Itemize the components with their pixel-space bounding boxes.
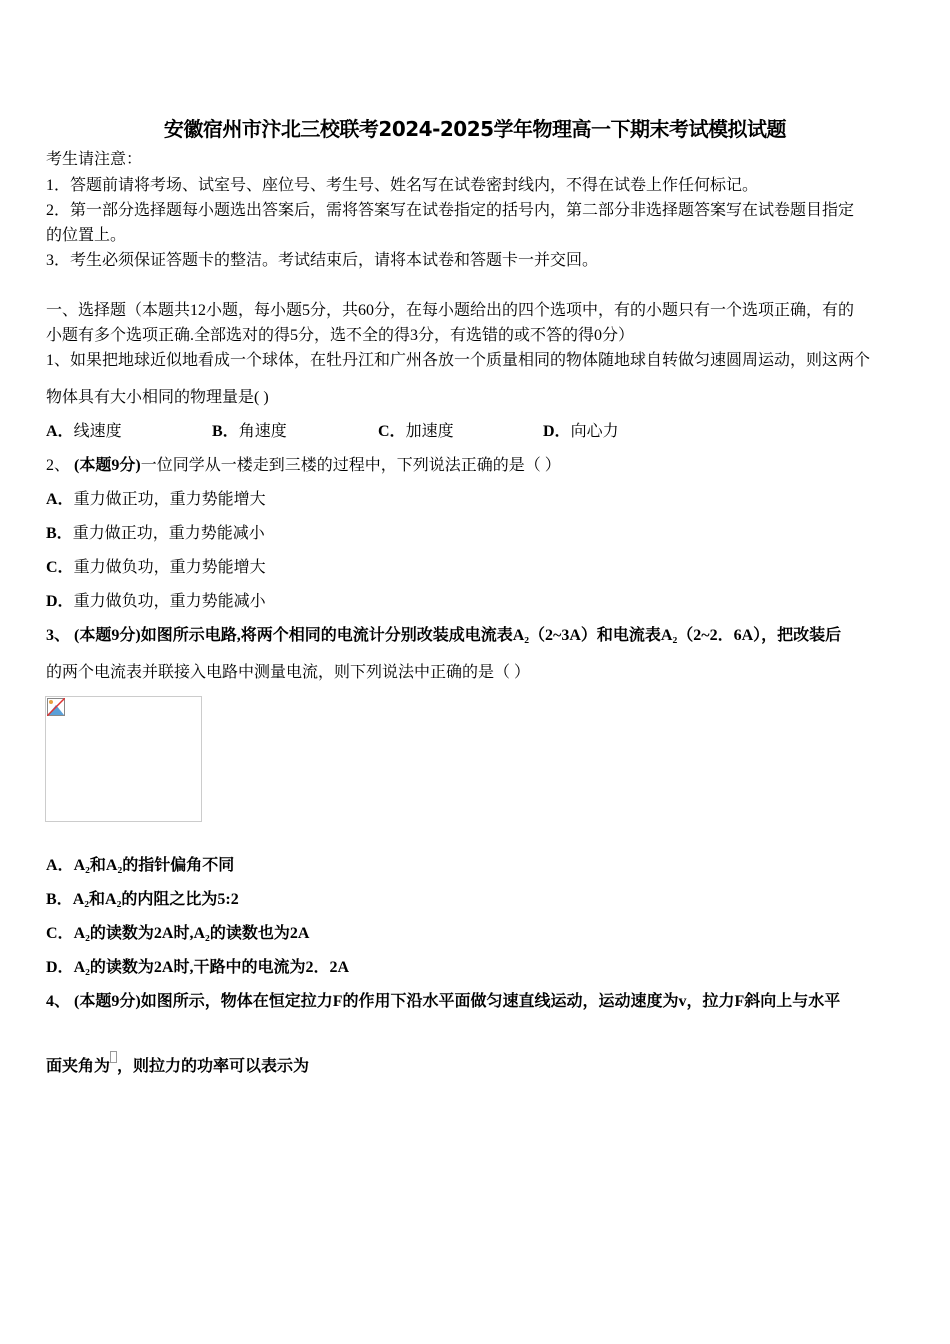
q1-option-c: C．加速度 — [378, 423, 454, 440]
notice-item: 的位置上。 — [46, 227, 127, 244]
q1-option-d: D．向心力 — [543, 423, 619, 440]
q2-stem: 2、 (本题9分)一位同学从一楼走到三楼的过程中，下列说法正确的是（ ） — [46, 457, 561, 474]
section-heading: 一、选择题（本题共12小题，每小题5分，共60分，在每小题给出的四个选项中，有的小题只有一个选项正确，有的 — [46, 302, 855, 319]
q3-option-a: A．A₂和A₂的指针偏角不同 — [46, 857, 235, 874]
broken-image-icon — [47, 698, 65, 716]
q2-option-c: C．重力做负功，重力势能增大 — [46, 559, 266, 576]
q4-stem: 4、 (本题9分)如图所示，物体在恒定拉力F的作用下沿水平面做匀速直线运动，运动速度为v，拉力F斜向上与水平 — [46, 993, 841, 1010]
notice-item: 2．第一部分选择题每小题选出答案后，需将答案写在试卷指定的括号内，第二部分非选择题答案写在试卷题目指定 — [46, 202, 855, 219]
q2-option-a: A．重力做正功，重力势能增大 — [46, 491, 266, 508]
q3-option-b: B．A₂和A₂的内阻之比为5:2 — [46, 891, 239, 908]
notice-heading: 考生请注意： — [46, 151, 143, 168]
q4-stem: 面夹角为 ，则拉力的功率可以表示为 — [46, 1057, 309, 1077]
q1-option-a: A．线速度 — [46, 423, 122, 440]
notice-item: 1．答题前请将考场、试室号、座位号、考生号、姓名写在试卷密封线内，不得在试卷上作任何标记。 — [46, 177, 759, 194]
q3-option-d: D．A₂的读数为2A时,干路中的电流为2．2A — [46, 959, 350, 976]
section-heading: 小题有多个选项正确.全部选对的得5分，选不全的得3分，有选错的或不答的得0分） — [46, 327, 635, 344]
notice-item: 3．考生必须保证答题卡的整洁。考试结束后，请将本试卷和答题卡一并交回。 — [46, 252, 599, 269]
missing-symbol-icon — [110, 1051, 117, 1063]
q1-option-b: B．角速度 — [212, 423, 287, 440]
circuit-image-placeholder — [45, 696, 202, 822]
q1-stem: 物体具有大小相同的物理量是( ) — [46, 389, 269, 406]
q3-option-c: C．A₂的读数为2A时,A₂的读数也为2A — [46, 925, 310, 942]
page-title: 安徽宿州市汴北三校联考2024-2025学年物理高一下期末考试模拟试题 — [163, 117, 787, 141]
q1-stem: 1、如果把地球近似地看成一个球体，在牡丹江和广州各放一个质量相同的物体随地球自转做匀速圆周运动，则这两个 — [46, 352, 871, 369]
q3-stem: 的两个电流表并联接入电路中测量电流，则下列说法中正确的是（ ） — [46, 664, 531, 681]
q2-option-b: B．重力做正功，重力势能减小 — [46, 525, 265, 542]
q2-option-d: D．重力做负功，重力势能减小 — [46, 593, 266, 610]
q3-stem: 3、 (本题9分)如图所示电路,将两个相同的电流计分别改装成电流表A₂（2~3A）和电流表A₂（2~2．6A），把改装后 — [46, 627, 842, 644]
